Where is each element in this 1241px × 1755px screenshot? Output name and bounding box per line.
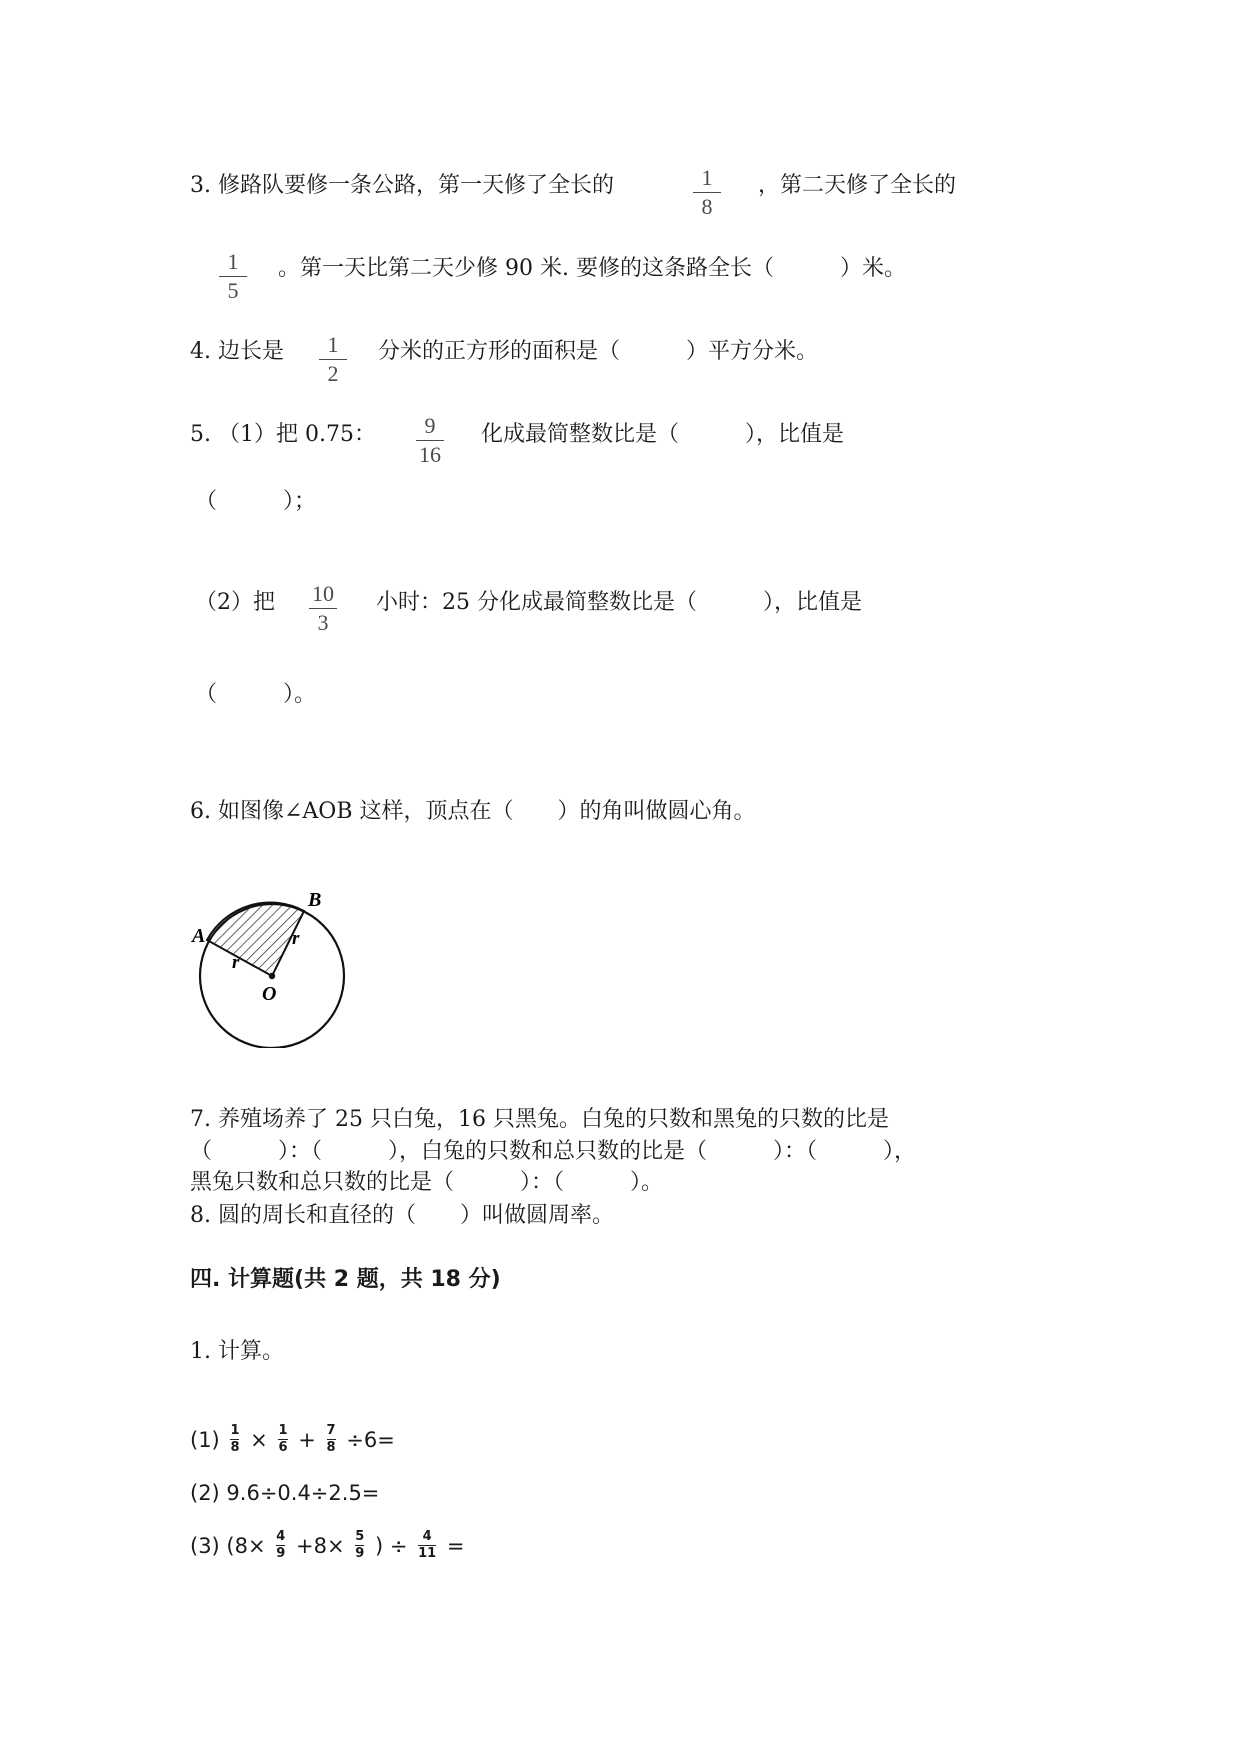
q3-text-b: ，第二天修了全长的 [758, 173, 957, 198]
calc-item-2: (2) 9.6÷0.4÷2.5= [190, 1481, 380, 1505]
calc-item-1 [190, 1422, 395, 1457]
label-b: B [308, 889, 322, 911]
operator: × [250, 1428, 268, 1452]
fraction-numerator: 9 [424, 413, 436, 438]
q3-text-c: 。第一天比第二天少修 90 米. 要修的这条路全长（ ）米。 [278, 256, 906, 281]
fraction [355, 1530, 364, 1561]
q5-fraction-nine-sixteenths [412, 414, 448, 467]
q5-fraction-ten-thirds [305, 582, 341, 635]
label-r-right: r [292, 928, 300, 949]
expression-tail: = [446, 1534, 465, 1558]
q5-part2-text-a: （2）把 [195, 590, 275, 615]
calc-intro: 1. 计算。 [190, 1339, 284, 1364]
fraction-numerator: 1 [227, 249, 239, 274]
fraction-denominator: 9 [276, 1545, 286, 1561]
center-point [269, 973, 275, 979]
q4-fraction-one-half [315, 333, 351, 386]
calc-item-3 [190, 1528, 465, 1563]
fraction-numerator: 5 [355, 1528, 365, 1544]
fraction-numerator: 10 [312, 581, 334, 606]
shaded-sector [207, 903, 304, 976]
fraction-denominator: 8 [230, 1439, 240, 1455]
q5-part1-text-b: 化成最简整数比是（ ），比值是 [481, 422, 845, 447]
fraction-denominator: 11 [418, 1545, 437, 1561]
central-angle-figure [190, 888, 360, 1048]
fraction-numerator: 1 [278, 1422, 288, 1438]
fraction-denominator: 8 [326, 1439, 336, 1455]
fraction-denominator: 8 [701, 194, 713, 219]
expression-part: +8× [296, 1534, 345, 1558]
operator: + [298, 1428, 316, 1452]
q5-part1-text-c: （ ）； [195, 489, 317, 514]
q3-fraction-one-eighth [689, 166, 725, 219]
fraction-denominator: 9 [355, 1545, 365, 1561]
q7-line2: （ ）：（ ），白兔的只数和总只数的比是（ ）：（ ）， [190, 1139, 917, 1164]
q4-text-b: 分米的正方形的面积是（ ）平方分米。 [378, 339, 819, 364]
q5-part2-text-c: （ ）。 [195, 682, 317, 707]
q6-text: 6. 如图像∠AOB 这样，顶点在（ ）的角叫做圆心角。 [190, 799, 756, 824]
fraction-denominator: 3 [317, 610, 329, 635]
fraction [230, 1424, 239, 1455]
q3-fraction-one-fifth [215, 250, 251, 303]
fraction-denominator: 5 [227, 278, 239, 303]
q3-text-a: 3. 修路队要修一条公路，第一天修了全长的 [190, 173, 614, 198]
label-r-left: r [232, 952, 240, 973]
fraction-numerator: 1 [230, 1422, 240, 1438]
expression-part: (3) (8× [190, 1534, 266, 1558]
q7-line1: 7. 养殖场养了 25 只白兔，16 只黑兔。白兔的只数和黑兔的只数的比是 [190, 1107, 889, 1132]
fraction-numerator: 7 [326, 1422, 336, 1438]
fraction-denominator: 6 [278, 1439, 288, 1455]
label-a: A [192, 925, 206, 947]
fraction-bar [416, 440, 444, 441]
expression-tail: ÷6= [346, 1428, 395, 1452]
fraction-bar [309, 608, 337, 609]
fraction [418, 1530, 436, 1561]
q4-text-a: 4. 边长是 [190, 339, 284, 364]
fraction-bar [693, 192, 721, 193]
label-o: O [262, 983, 277, 1005]
calc-item-label: (1) [190, 1428, 220, 1452]
fraction-bar [219, 276, 247, 277]
fraction-numerator: 1 [327, 332, 339, 357]
q5-part1-text-a: 5. （1）把 0.75： [190, 422, 376, 447]
q7-line3: 黑兔只数和总只数的比是（ ）：（ ）。 [190, 1170, 664, 1195]
fraction-numerator: 1 [701, 165, 713, 190]
section-heading: 四. 计算题(共 2 题，共 18 分) [190, 1267, 501, 1292]
q5-part2-text-b: 小时：25 分化成最简整数比是（ ），比值是 [376, 590, 862, 615]
fraction-denominator: 16 [419, 442, 441, 467]
fraction [278, 1424, 287, 1455]
expression-part: ) ÷ [374, 1534, 408, 1558]
q8-text: 8. 圆的周长和直径的（ ）叫做圆周率。 [190, 1203, 614, 1228]
fraction-denominator: 2 [327, 361, 339, 386]
fraction-numerator: 4 [276, 1528, 286, 1544]
fraction [276, 1530, 285, 1561]
fraction-bar [319, 359, 347, 360]
fraction [327, 1424, 336, 1455]
fraction-numerator: 4 [422, 1528, 432, 1544]
